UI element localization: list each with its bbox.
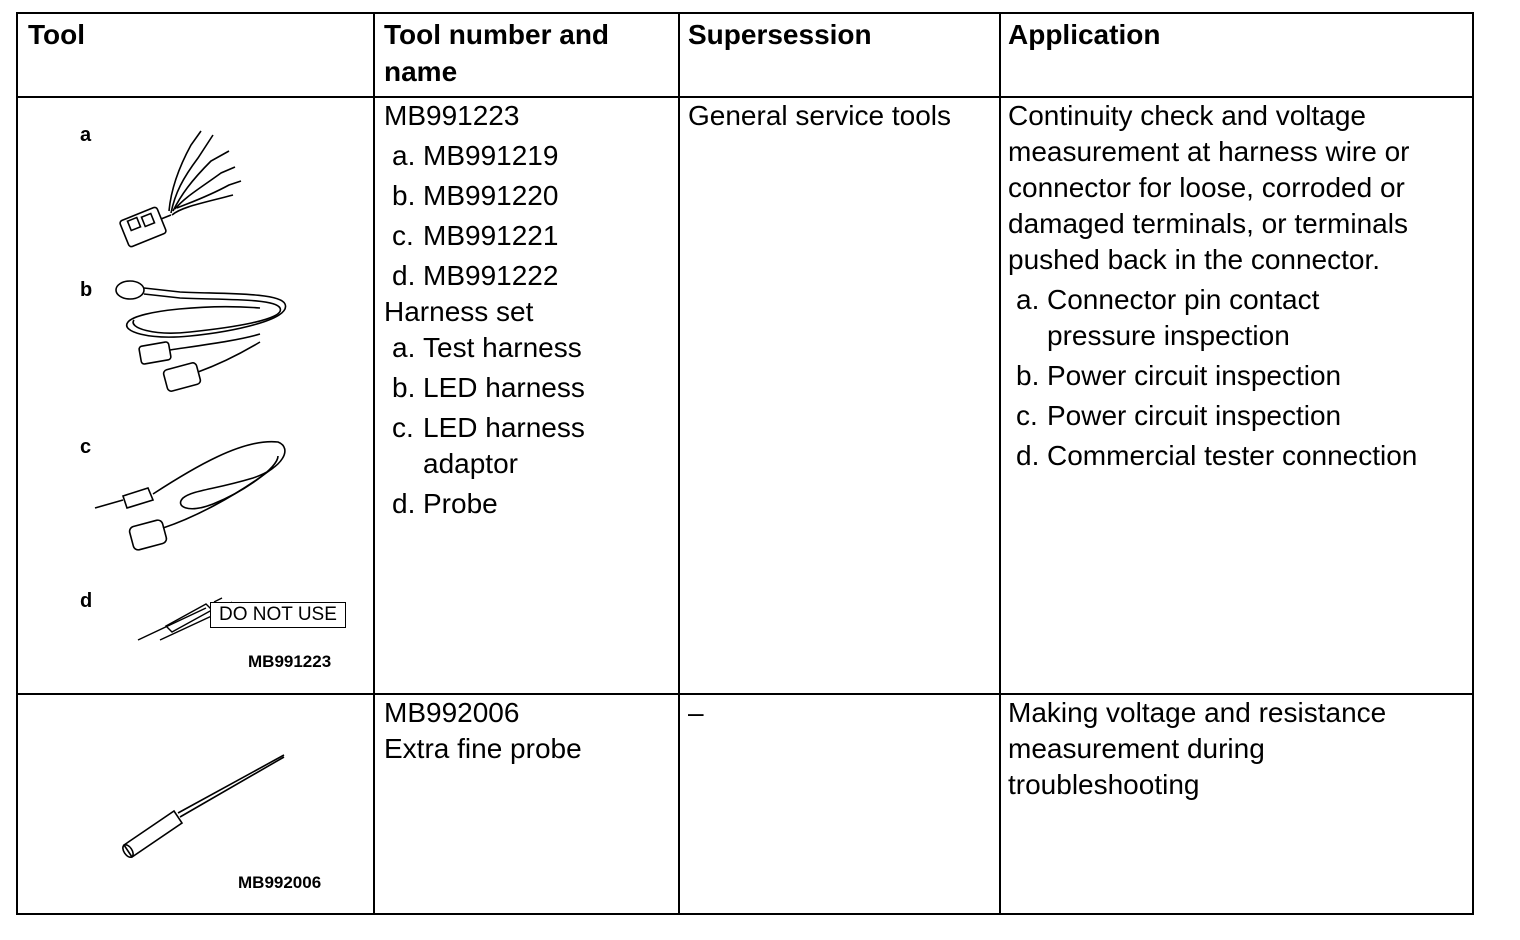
illustration-caption: MB992006 bbox=[238, 873, 322, 892]
column-divider bbox=[999, 14, 1001, 913]
tool-name: Harness set bbox=[384, 296, 534, 327]
list-item: a. Test harness bbox=[392, 332, 582, 363]
list-item: c. MB991221 bbox=[392, 220, 559, 251]
column-divider bbox=[373, 14, 375, 913]
list-item: b. Power circuit inspection bbox=[1016, 360, 1342, 391]
test-harness-icon bbox=[103, 123, 243, 248]
list-item: c. Power circuit inspection bbox=[1016, 400, 1342, 431]
list-item: b. MB991220 bbox=[392, 180, 559, 211]
header-supersession: Supersession bbox=[688, 19, 872, 50]
list-item: a. MB991219 bbox=[392, 140, 559, 171]
illustration-caption: MB991223 bbox=[248, 652, 332, 671]
tool-name: Extra fine probe bbox=[384, 733, 582, 764]
illustration-label-b: b bbox=[80, 279, 93, 301]
illustration-label-c: c bbox=[80, 436, 92, 458]
header-application: Application bbox=[1008, 19, 1161, 50]
application-cell: Making voltage and resistance measurement during troubleshooting bbox=[1008, 697, 1387, 800]
list-item: a. Connector pin contact pressure inspection bbox=[1016, 284, 1320, 351]
led-harness-icon bbox=[110, 274, 300, 399]
application-text: Continuity check and voltage measurement at harness wire or connector for loose, corroded or damaged terminals, or terminals pushed back in the connector. bbox=[1008, 100, 1410, 275]
list-item: d. MB991222 bbox=[392, 260, 559, 291]
application-cell bbox=[1008, 98, 1463, 474]
supersession-cell: General service tools bbox=[688, 100, 952, 131]
tool-illustration-mb991223 bbox=[18, 98, 373, 693]
illustration-label-d: d bbox=[80, 590, 93, 612]
illustration-label-a: a bbox=[80, 124, 92, 146]
header-tool: Tool bbox=[28, 19, 86, 50]
header-tool-number: Tool number and name bbox=[384, 19, 610, 87]
list-item: b. LED harness bbox=[392, 372, 585, 403]
column-divider bbox=[678, 14, 680, 913]
tool-number: MB991223 bbox=[384, 100, 520, 131]
led-harness-adaptor-icon bbox=[93, 428, 293, 558]
do-not-use-warning: DO NOT USE bbox=[210, 602, 346, 628]
list-item: d. Probe bbox=[392, 488, 498, 519]
tool-illustration-mb992006 bbox=[18, 695, 373, 915]
list-item: c. LED harness adaptor bbox=[392, 412, 585, 479]
list-item: d. Commercial tester connection bbox=[1016, 440, 1418, 471]
special-tools-table bbox=[16, 12, 1474, 915]
extra-fine-probe-icon bbox=[118, 753, 288, 858]
tool-number-cell bbox=[384, 98, 674, 522]
tool-number: MB992006 bbox=[384, 697, 520, 728]
supersession-cell: – bbox=[688, 697, 704, 728]
tool-number-cell bbox=[384, 695, 674, 767]
